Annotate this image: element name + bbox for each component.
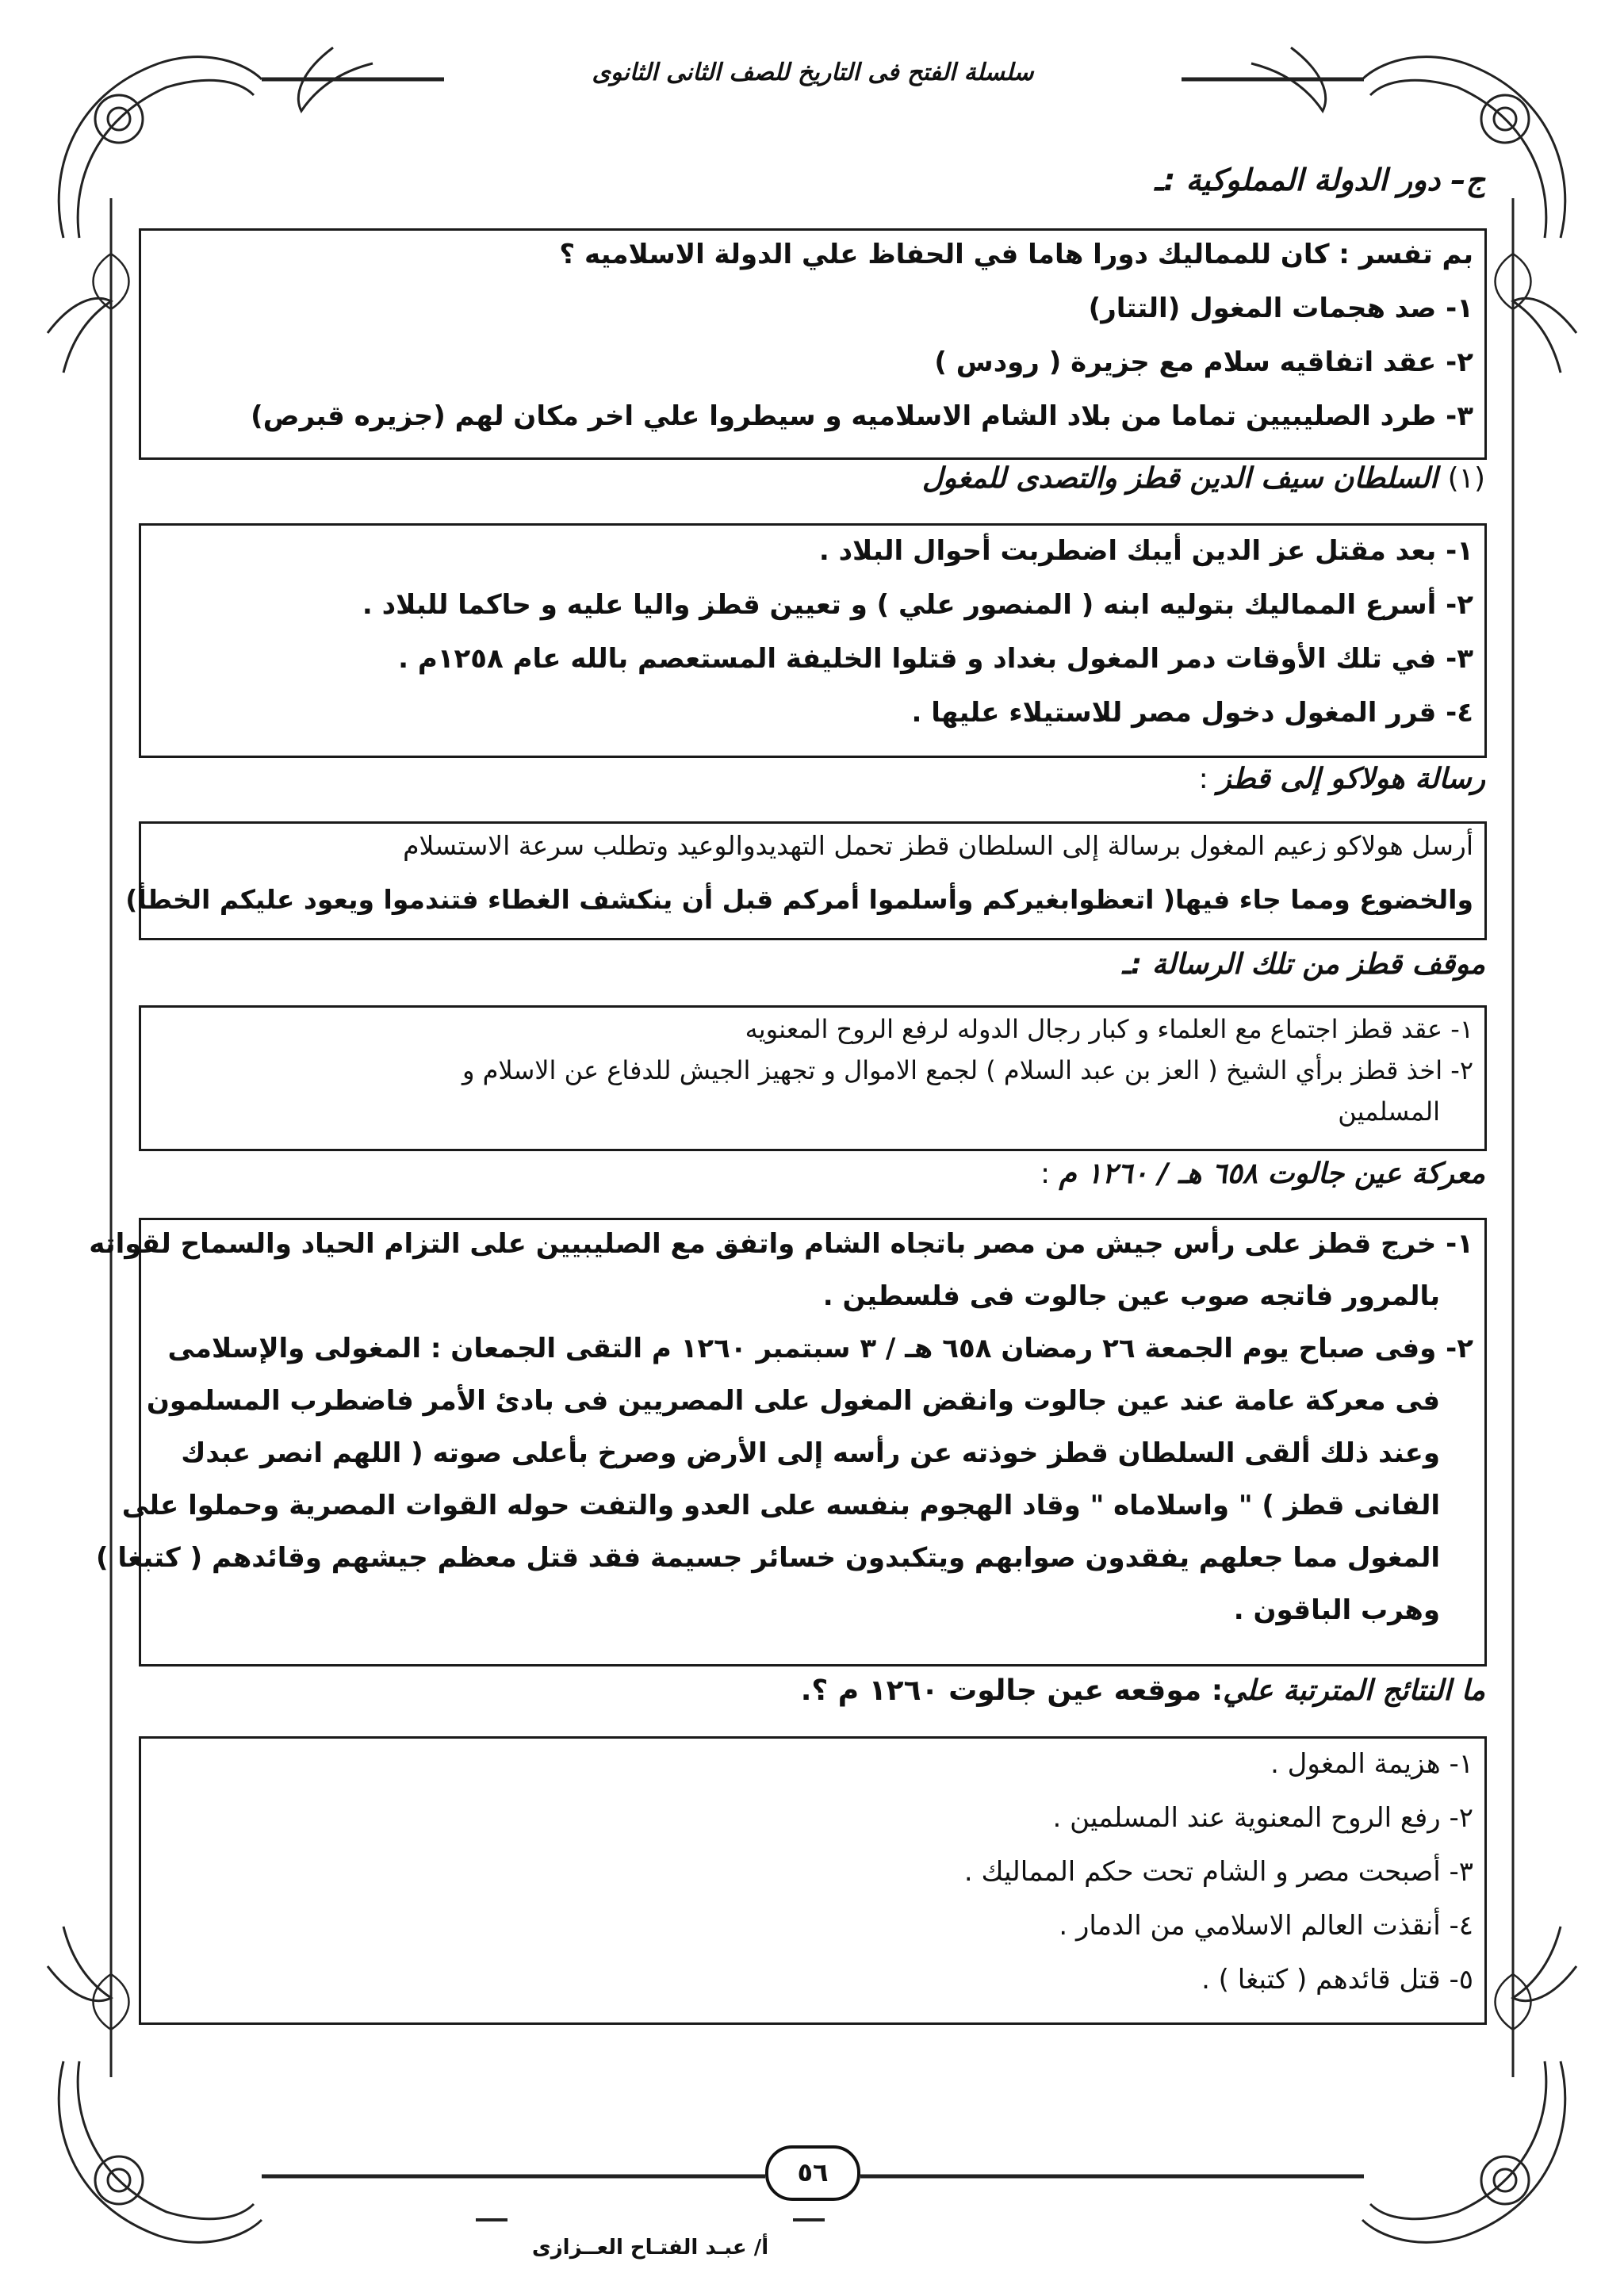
box-qutuz <box>139 523 1487 758</box>
ain-jalut-line-2: بالمرور فاتجه صوب عين جالوت فى فلسطين . <box>822 1280 1440 1312</box>
section-title-qutuz-stance: موقف قطز من تلك الرسالة :ـ <box>1122 948 1485 981</box>
hulagu-title: رسالة هولاكو إلى قطز <box>1217 763 1485 795</box>
ain-jalut-title: معركة عين جالوت ٦٥٨ هـ / ١٢٦٠ م <box>1059 1158 1485 1190</box>
ain-jalut-line-3: ٢- وفى صباح يوم الجمعة ٢٦ رمضان ٦٥٨ هـ / ٣ سبتمبر ١٢٦٠ م التقى الجمعان : المغولى والإسلامى <box>167 1333 1473 1364</box>
stance-line-1: ١- عقد قطز اجتماع مع العلماء و كبار رجال الدوله لرفع الروح المعنويه <box>745 1014 1473 1044</box>
mamluk-line-3: ٣- طرد الصليبيين تماما من بلاد الشام الاسلاميه و سيطروا علي اخر مكان لهم (جزيره قبرص) <box>251 400 1473 432</box>
ain-jalut-line-5: وعند ذلك ألقى السلطان قطز خوذته عن رأسه إلى الأرض وصرخ بأعلى صوته ( اللهم انصر عبدك <box>181 1437 1440 1469</box>
results-line-3: ٣- أصبحت مصر و الشام تحت حكم المماليك . <box>963 1856 1473 1888</box>
box-ain-jalut <box>89 1218 1487 1667</box>
section-title-ain-jalut <box>1040 1158 1485 1190</box>
page-number: ٥٦ <box>765 2145 860 2201</box>
box-qutuz-stance <box>139 1005 1487 1151</box>
section-title-hulagu-letter <box>1199 763 1485 795</box>
author-name: أ/ عبـد الفتـاح العــزازى <box>531 2236 769 2260</box>
results-line-4: ٤- أنقذت العالم الاسلامي من الدمار . <box>1059 1910 1473 1942</box>
hulagu-line-1: أرسل هولاكو زعيم المغول برسالة إلى السلطان قطز تحمل التهديدوالوعيد وتطلب سرعة الاستسلام <box>403 830 1473 861</box>
results-line-5: ٥- قتل قائدهم ( كتبغا ) . <box>1201 1964 1473 1996</box>
box-results <box>139 1736 1487 2025</box>
qutuz-line-2: ٢- أسرع المماليك بتوليه ابنه ( المنصور علي ) و تعيين قطز واليا عليه و حاكما للبلاد . <box>362 589 1473 621</box>
mamluk-line-1: ١- صد هجمات المغول (التتار) <box>1088 293 1473 324</box>
ain-jalut-line-6: الفانى قطز ) " واسلاماه " وقاد الهجوم بنفسه على العدو والتفت حوله القوات المصرية وحملوا على <box>121 1490 1440 1521</box>
qutuz-line-3: ٣- في تلك الأوقات دمر المغول بغداد و قتلوا الخليفة المستعصم بالله عام ١٢٥٨م . <box>398 643 1473 675</box>
ain-jalut-line-1: ١- خرج قطز على رأس جيش من مصر باتجاه الشام واتفق مع الصليبيين على التزام الحياد والسماح لقواته <box>89 1228 1473 1260</box>
box-hulagu-letter <box>125 821 1487 940</box>
mamluk-line-question: بم تفسر : كان للمماليك دورا هاما في الحفاظ علي الدولة الاسلاميه ؟ <box>559 239 1473 270</box>
results-title: ما النتائج المترتبة علي <box>1223 1674 1485 1707</box>
results-line-1: ١- هزيمة المغول . <box>1270 1748 1473 1780</box>
ain-jalut-line-8: وهرب الباقون . <box>1233 1594 1440 1626</box>
hulagu-line-2: والخضوع ومما جاء فيها( اتعظوابغيركم وأسلموا أمركم قبل أن ينكشف الغطاء فتندموا ويعود عليكم الخطأ) <box>125 884 1473 915</box>
stance-line-2: ٢- اخذ قطز برأي الشيخ ( العز بن عبد السلام ) لجمع الاموال و تجهيز الجيش للدفاع عن الاسلام و <box>462 1055 1473 1085</box>
mamluk-line-2: ٢- عقد اتفاقيه سلام مع جزيرة ( رودس ) <box>934 346 1473 378</box>
results-title-rest: : موقعه عين جالوت ١٢٦٠ م ؟. <box>800 1674 1224 1707</box>
stance-line-3: المسلمين <box>1338 1096 1440 1127</box>
ain-jalut-line-7: المغول مما جعلهم يفقدون صوابهم ويتكبدون خسائر جسيمة فقد قتل معظم جيشهم وقائدهم ( كتبغا ) <box>95 1542 1440 1574</box>
ain-jalut-line-4: فى معركة عامة عند عين جالوت وانقض المغول على المصريين فى بادئ الأمر فاضطرب المسلمون <box>146 1385 1440 1417</box>
box-mamluk-role <box>139 228 1487 460</box>
series-title: سلسلة الفتح فى التاريخ للصف الثانى الثانوى <box>592 59 1034 86</box>
section-number: (١) <box>1447 462 1485 495</box>
hulagu-title-suffix: : <box>1198 763 1218 795</box>
section-title-mamluk-role: ج– دور الدولة المملوكية :ـ <box>1155 163 1485 197</box>
section-title-results <box>801 1674 1485 1707</box>
qutuz-line-1: ١- بعد مقتل عز الدين أيبك اضطربت أحوال البلاد . <box>818 535 1473 567</box>
qutuz-line-4: ٤- قرر المغول دخول مصر للاستيلاء عليها . <box>911 697 1473 729</box>
results-line-2: ٢- رفع الروح المعنوية عند المسلمين . <box>1052 1802 1473 1834</box>
ain-jalut-title-suffix: : <box>1040 1158 1059 1190</box>
qutuz-title: السلطان سيف الدين قطز والتصدى للمغول <box>921 462 1438 495</box>
section-title-qutuz <box>922 462 1485 495</box>
